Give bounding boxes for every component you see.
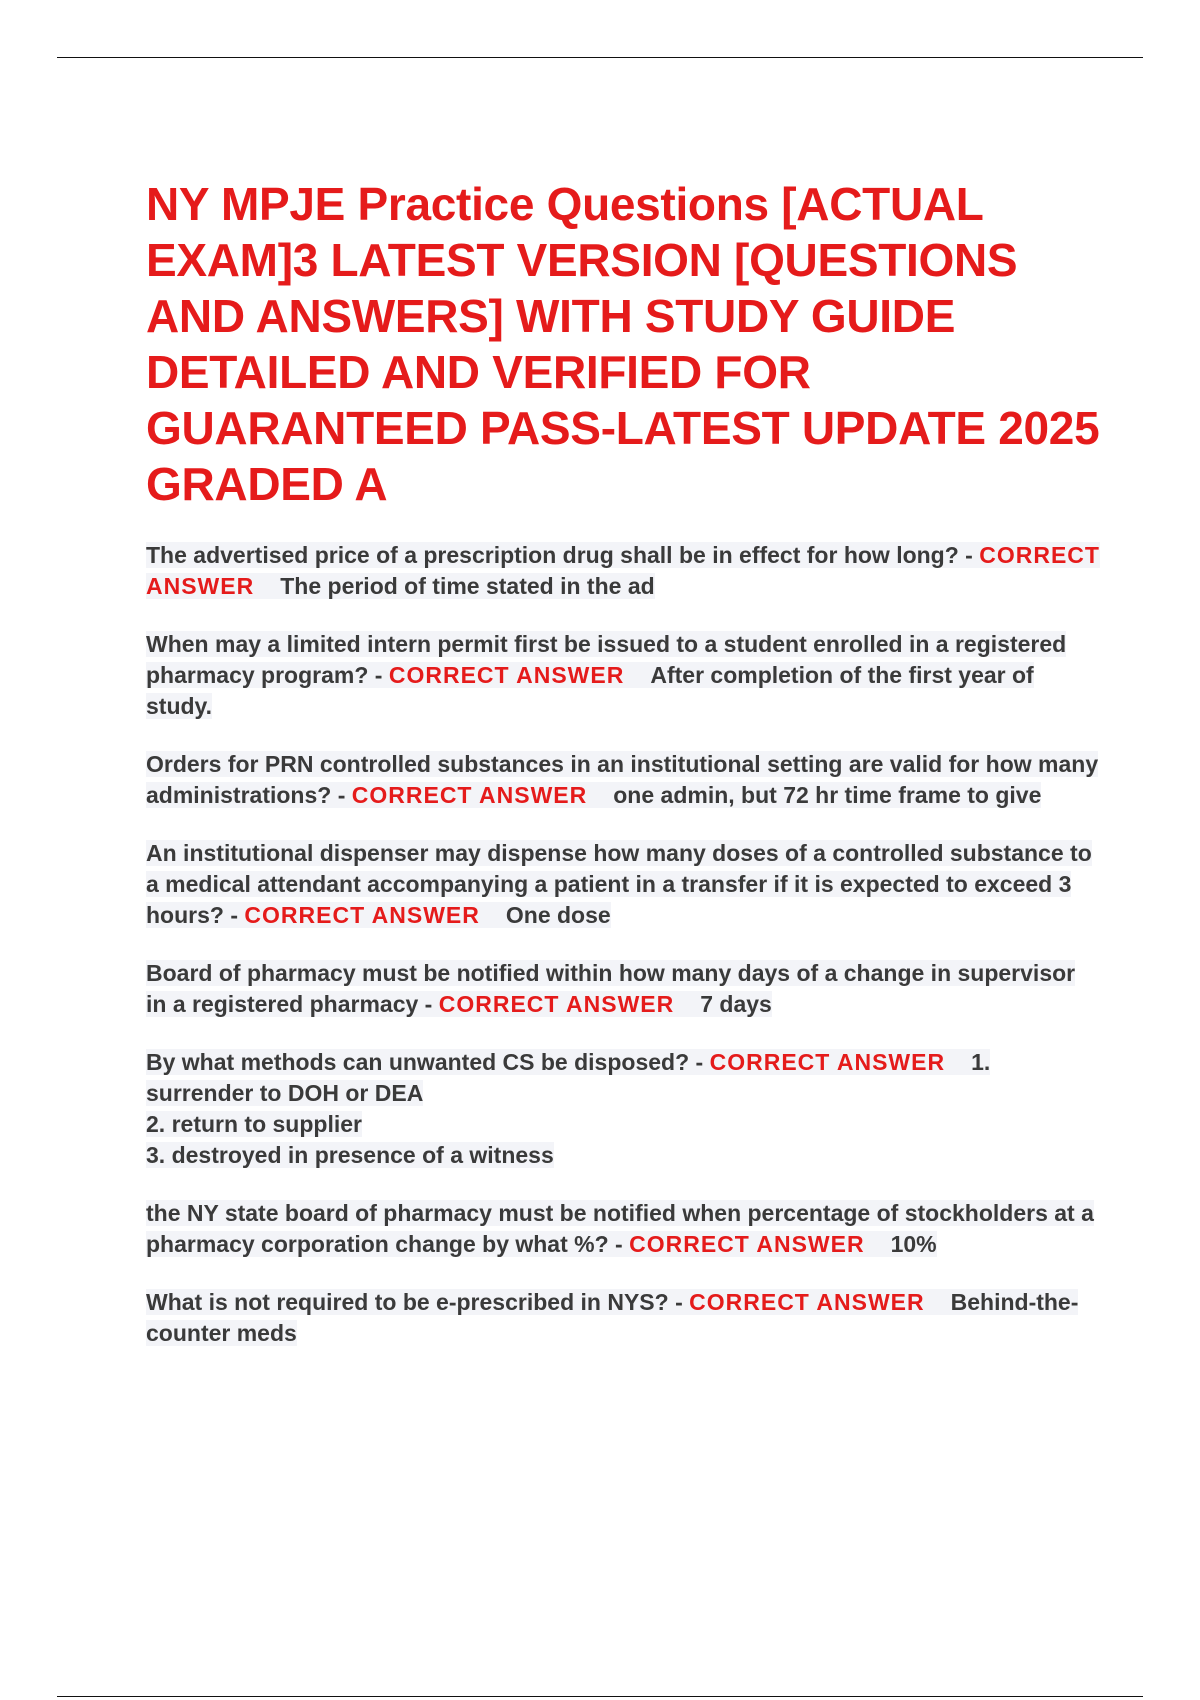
answer-text: 1. surrender to DOH or DEA 2. return to supplier 3. destroyed in presence of a witness <box>146 1049 991 1168</box>
qa-item-6 <box>146 1047 1101 1171</box>
separator: - <box>368 662 389 688</box>
question-text: When may a limited intern permit first be issued to a student enrolled in a registered pharmacy program? <box>146 631 1067 688</box>
document-title: NY MPJE Practice Questions [ACTUAL EXAM]3 LATEST VERSION [QUESTIONS AND ANSWERS] WITH STUDY GUIDE DETAILED AND VERIFIED FOR GUARANTEED PASS-LATEST UPDATE 2025 GRADED A <box>146 178 1100 510</box>
document-body <box>146 176 1106 1376</box>
qa-item-5 <box>146 958 1101 1020</box>
question-text: The advertised price of a prescription drug shall be in effect for how long? <box>146 542 959 568</box>
answer-text: After completion of the first year of study. <box>146 662 1034 719</box>
question-text: the NY state board of pharmacy must be notified when percentage of stockholders at a pharmacy corporation change by what %? <box>146 1200 1094 1257</box>
separator: - <box>958 542 980 568</box>
qa-item-1 <box>146 540 1101 602</box>
qa-item-8 <box>146 1287 1101 1349</box>
qa-item-7 <box>146 1198 1101 1260</box>
separator: - <box>331 782 352 808</box>
correct-answer-label: CORRECT ANSWER <box>351 782 588 808</box>
correct-answer-label: CORRECT ANSWER <box>709 1049 946 1075</box>
separator: - <box>608 1231 630 1257</box>
answer-text: 10% <box>890 1231 937 1257</box>
bottom-rule <box>57 1696 1143 1697</box>
question-text: What is not required to be e-prescribed in NYS? <box>146 1289 669 1315</box>
qa-item-4 <box>146 838 1101 931</box>
qa-item-3 <box>146 749 1101 811</box>
qa-item-2 <box>146 629 1101 722</box>
question-text: An institutional dispenser may dispense how many doses of a controlled substance to a medical attendant accompanying a patient in a transfer if it is expected to exceed 3 hours? <box>146 840 1092 928</box>
answer-text: The period of time stated in the ad <box>280 573 655 599</box>
correct-answer-label: CORRECT ANSWER <box>629 1231 865 1257</box>
question-text: Orders for PRN controlled substances in an institutional setting are valid for how many administrations? <box>146 751 1099 808</box>
answer-text: one admin, but 72 hr time frame to give <box>613 782 1042 808</box>
question-text: Board of pharmacy must be notified within how many days of a change in supervisor in a registered pharmacy <box>146 960 1076 1017</box>
question-text: By what methods can unwanted CS be disposed? <box>146 1049 690 1075</box>
separator: - <box>689 1049 710 1075</box>
correct-answer-label: CORRECT ANSWER <box>438 991 675 1017</box>
correct-answer-label: CORRECT ANSWER <box>689 1289 925 1315</box>
correct-answer-label: CORRECT ANSWER <box>388 662 625 688</box>
correct-answer-label: CORRECT ANSWER <box>146 542 1100 599</box>
answer-text: One dose <box>505 902 611 928</box>
separator: - <box>668 1289 690 1315</box>
correct-answer-label: CORRECT ANSWER <box>244 902 480 928</box>
top-rule <box>57 57 1143 58</box>
separator: - <box>418 991 439 1017</box>
answer-text: 7 days <box>700 991 772 1017</box>
separator: - <box>223 902 245 928</box>
answer-text: Behind-the-counter meds <box>146 1289 1079 1346</box>
